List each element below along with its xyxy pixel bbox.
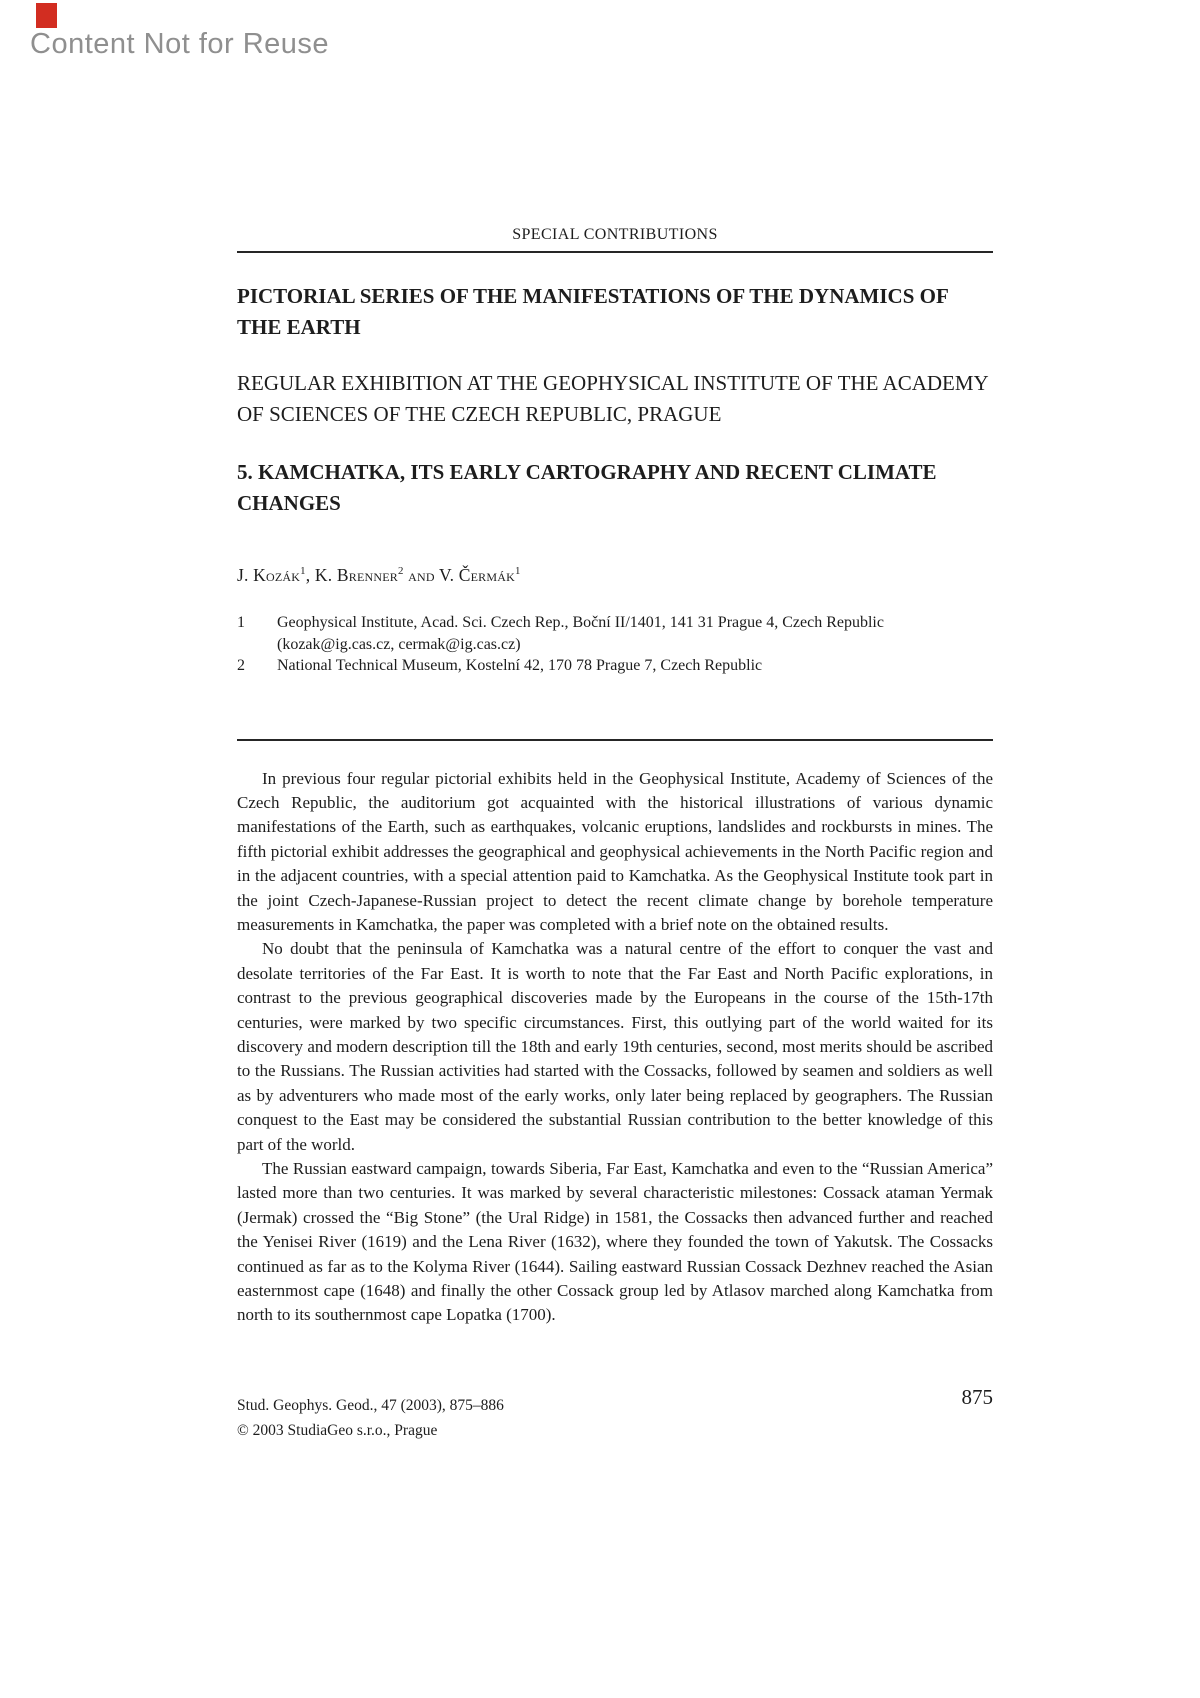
page-footer — [237, 1385, 993, 1443]
footer-journal-line: Stud. Geophys. Geod., 47 (2003), 875–886 — [237, 1397, 504, 1414]
body-paragraph-1: In previous four regular pictorial exhibits held in the Geophysical Institute, Academy of Sciences of the Czech Republic, the auditorium got acquainted with the historical illustrations of various dynamic manifestations of the Earth, such as earthquakes, volcanic eruptions, landslides and rockbursts in mines. The fifth pictorial exhibit addresses the geographical and geophysical achievements in the North Pacific region and in the adjacent countries, with a special attention paid to Kamchatka. As the Geophysical Institute took part in the joint Czech-Japanese-Russian project to detect the recent climate change by borehole temperature measurements in Kamchatka, the paper was completed with a brief note on the obtained results. — [237, 768, 993, 934]
body-paragraph-2: No doubt that the peninsula of Kamchatka was a natural centre of the effort to conquer the vast and desolate territories of the Far East. It is worth to note that the Far East and North Pacific explorations, in contrast to the previous geographical discoveries made by the Europeans in the course of the 15th-17th centuries, were marked by two specific circumstances. First, this outlying part of the world waited for its discovery and modern description till the 18th and early 19th centuries, second, most merits should be ascribed to the Russians. The Russian activities had started with the Cossacks, followed by seamen and soldiers as well as by adventurers who made most of the early works, only later being replaced by geographers. The Russian conquest to the East may be considered the substantial Russian contribution to the better knowledge of this part of the world. — [237, 939, 993, 1154]
affiliation-text: Geophysical Institute, Acad. Sci. Czech Rep., Boční II/1401, 141 31 Prague 4, Czech Republic (kozak@ig.cas.cz, cermak@ig.cas.cz) — [277, 614, 884, 653]
affiliation-row — [237, 655, 993, 677]
footer-copyright-line: © 2003 StudiaGeo s.r.o., Prague — [237, 1422, 438, 1439]
article-title: PICTORIAL SERIES OF THE MANIFESTATIONS OF THE DYNAMICS OF THE EARTH — [237, 284, 949, 339]
red-mark — [36, 3, 57, 28]
page-column — [237, 226, 993, 1328]
affiliation-text: National Technical Museum, Kostelní 42, 170 78 Prague 7, Czech Republic — [277, 657, 763, 674]
affiliation-number: 1 — [237, 614, 245, 631]
page-number: 875 — [961, 1385, 993, 1409]
article-body — [237, 767, 993, 1328]
section-heading: 5. KAMCHATKA, ITS EARLY CARTOGRAPHY AND RECENT CLIMATE CHANGES — [237, 460, 937, 515]
header-bottom-rule — [237, 739, 993, 741]
affiliation-number: 2 — [237, 657, 245, 674]
running-head: SPECIAL CONTRIBUTIONS — [512, 226, 718, 243]
authors-line: J. Kozák$^1$, K. Brenner$^2$ and V. Čermák$^1$ — [237, 565, 521, 585]
affiliations-list — [237, 612, 993, 677]
exhibition-subtitle: REGULAR EXHIBITION AT THE GEOPHYSICAL INSTITUTE OF THE ACADEMY OF SCIENCES OF THE CZECH REPUBLIC, PRAGUE — [237, 371, 988, 426]
head-rule — [237, 251, 993, 253]
watermark: Content Not for Reuse — [30, 28, 330, 60]
body-paragraph-3: The Russian eastward campaign, towards Siberia, Far East, Kamchatka and even to the “Russian America” lasted more than two centuries. It was marked by several characteristic milestones: Cossack ataman Yermak (Jermak) crossed the “Big Stone” (the Ural Ridge) in 1581, the Cossacks then advanced further and reached the Yenisei River (1619) and the Lena River (1632), where they founded the town of Yakutsk. The Cossacks continued as far as to the Kolyma River (1644). Sailing eastward Russian Cossack Dezhnev reached the Asian easternmost cape (1648) and finally the other Cossack group led by Atlasov marched along Kamchatka from north to its southernmost cape Lopatka (1700). — [237, 1159, 993, 1325]
affiliation-row — [237, 612, 993, 655]
